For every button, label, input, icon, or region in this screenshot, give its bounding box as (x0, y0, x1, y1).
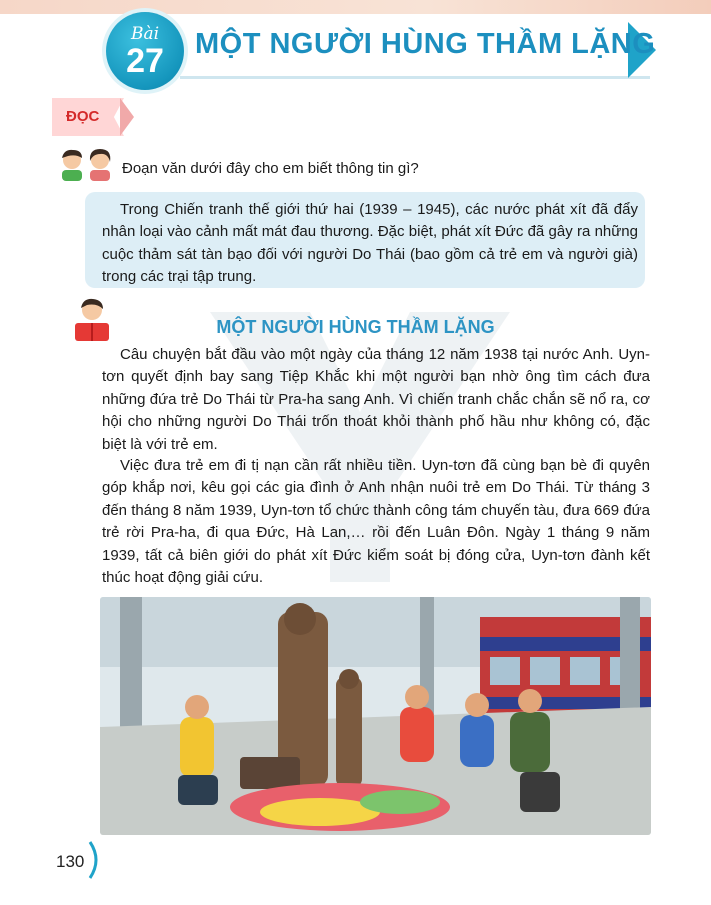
story-paragraph-1: Câu chuyện bắt đầu vào một ngày của tháng 12 năm 1938 tại nước Anh. Uyn-tơn quyết định bay sang Tiệp Khắc khi một người bạn nhờ ông tìm cách đưa những đứa trẻ Do Thái từ Pra-ha sang Anh. Vì chiến tranh chắc chắn sẽ nổ ra, cơ hội cho những người Do Thái trốn thoát khỏi thành phố hầu như không có, đặc biệt là với trẻ em. (102, 346, 650, 453)
lesson-title: MỘT NGƯỜI HÙNG THẦM LẶNG (195, 28, 656, 60)
kids-icon (56, 147, 118, 181)
lesson-number: 27 (126, 42, 164, 80)
lesson-word: Bài (130, 24, 160, 44)
intro-paragraph: Trong Chiến tranh thế giới thứ hai (1939 – 1945), các nước phát xít đã đẩy nhân loại vào cảnh mất mát đau thương. Đặc biệt, phát xít Đức đã gây ra những cuộc thảm sát tàn bạo đối với người Do Thái (bao gồm cả trẻ em và người già) trong các trại tập trung. (102, 201, 638, 286)
station-memorial-illustration (100, 597, 651, 835)
story-title: MỘT NGƯỜI HÙNG THẦM LẶNG (216, 317, 495, 337)
reading-question: Đoạn văn dưới đây cho em biết thông tin gì? (122, 160, 419, 177)
page-number: 130 (56, 852, 85, 871)
section-tag-arrow (120, 98, 134, 136)
top-decorative-band (0, 0, 711, 14)
section-tag-label: ĐỌC (66, 108, 100, 125)
story-paragraph-2: Việc đưa trẻ em đi tị nạn cần rất nhiều tiền. Uyn-tơn đã cùng bạn bè đi quyên góp khắp nơi, kêu gọi các gia đình ở Anh nhận nuôi trẻ em Do Thái. Từ tháng 3 đến tháng 8 năm 1939, Uyn-tơn tổ chức thành công tám chuyến tàu, đưa 669 đứa trẻ rời Pra-ha, đi qua Đức, Hà Lan,… rồi đến Luân Đôn. Ngày 1 tháng 9 năm 1939, tất cả biên giới do phát xít Đức kiểm soát bị đóng cửa, Uyn-tơn đành kết thúc hoạt động giải cứu. (102, 457, 650, 587)
lesson-badge (106, 12, 184, 90)
